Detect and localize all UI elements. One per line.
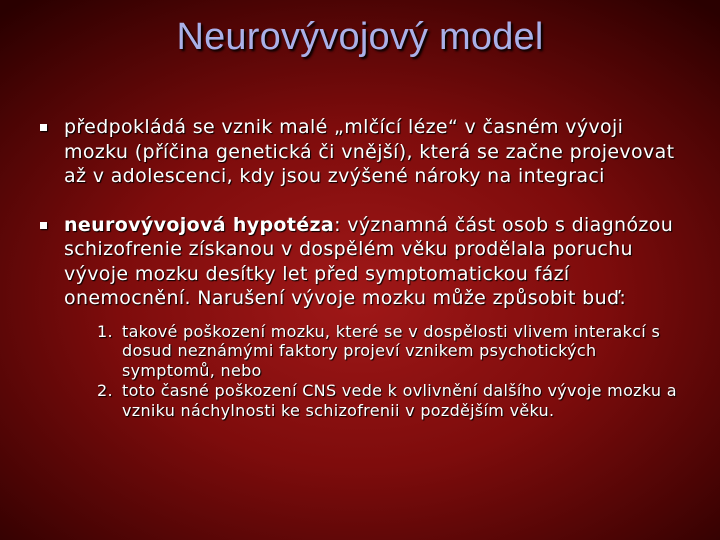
sublist-item-2 <box>97 381 690 420</box>
slide-title: Neurovývojový model <box>176 16 544 58</box>
square-bullet-icon <box>40 222 47 229</box>
sublist-item-1 <box>97 322 690 381</box>
bullet-text: předpokládá se vznik malé „mlčící léze“ v časném vývoji mozku (příčina genetická či vnější), která se začne projevovat až v adolescenci, kdy jsou zvýšené nároky na integraci <box>64 116 675 187</box>
sublist-number: 1. <box>97 321 113 341</box>
sublist-text: takové poškození mozku, které se v dospělosti vlivem interakcí s dosud neznámými faktory projeví vznikem psychotických symptomů, nebo <box>122 321 661 380</box>
bullet-bold-term: neurovývojová hypotéza <box>64 213 335 236</box>
sublist-text: toto časné poškození CNS vede k ovlivnění dalšího vývoje mozku a vzniku náchylnosti ke schizofrenii v pozdějším věku. <box>122 381 677 420</box>
bullet-list <box>40 115 690 420</box>
bullet-text: : významná část osob s diagnózou schizofrenie získanou v dospělém věku prodělala poruchu vývoje mozku desítky let před symptomatickou fází onemocnění. Narušení vývoje mozku může způsobit buď: <box>64 213 674 309</box>
bullet-item-1 <box>40 115 690 189</box>
numbered-sublist <box>64 322 690 421</box>
square-bullet-icon <box>40 124 47 131</box>
sublist-number: 2. <box>97 381 113 400</box>
bullet-item-2 <box>40 213 690 421</box>
